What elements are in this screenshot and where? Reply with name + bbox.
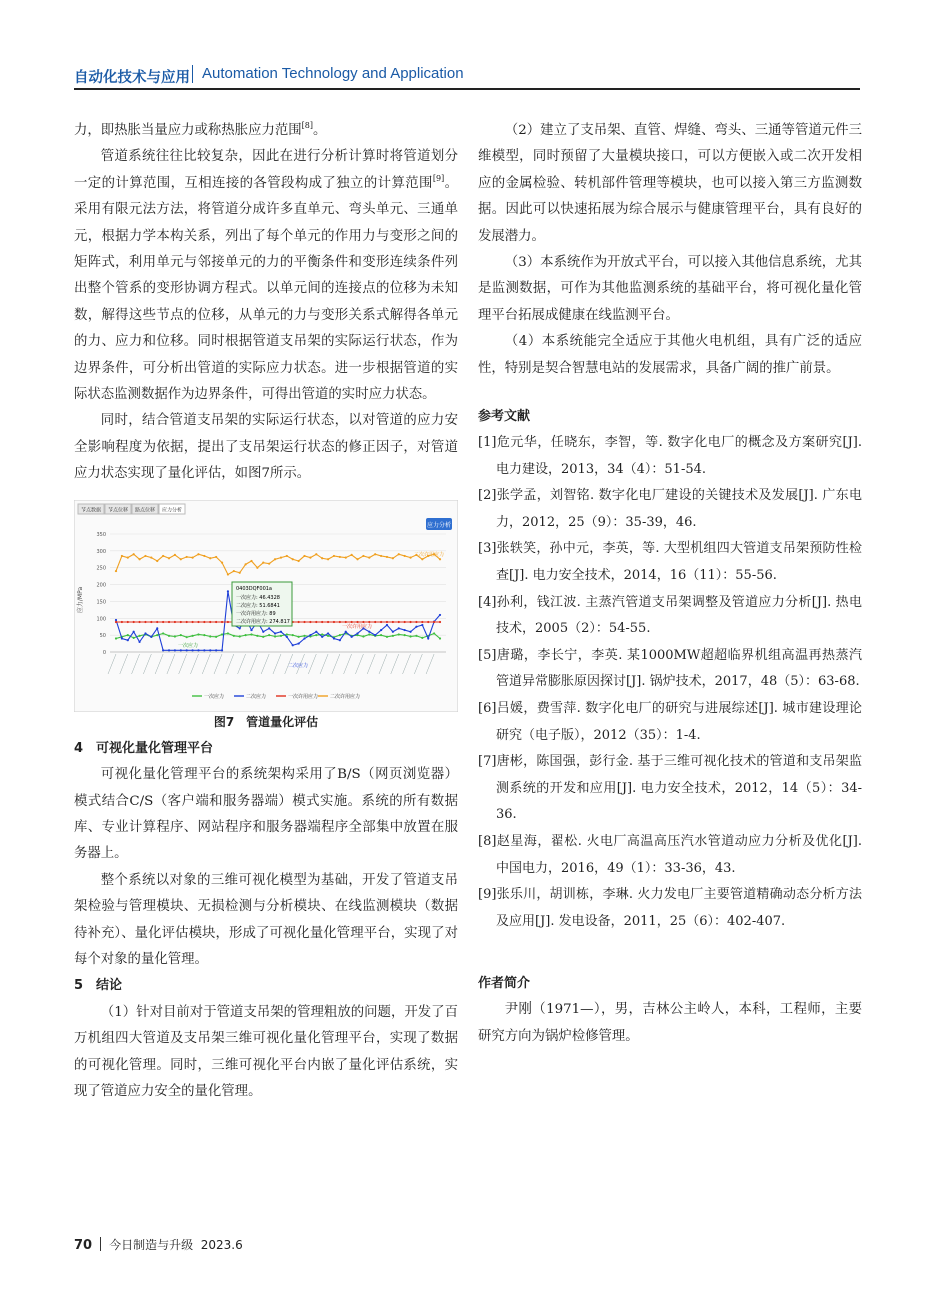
data-point: [115, 619, 117, 621]
data-point: [180, 621, 182, 623]
paragraph: 力，即热胀当量应力或称热胀应力范围[8]。: [74, 121, 327, 138]
data-point: [392, 557, 394, 559]
data-point: [404, 629, 406, 631]
paragraph: （2）建立了支吊架、直管、焊缝、弯头、三通等管道元件三维模型，同时预留了大量模块接口，可以方便嵌入或二次开发相应的金属检验、转机部件管理等模块，也可以接入第三方监测数据。因此可以快速拓展为综合展示与健康管理平台，具有良好的发展潜力。: [478, 123, 862, 244]
analysis-button-label: 应力分析: [426, 521, 452, 529]
data-point: [162, 555, 164, 557]
tooltip-title: 0403DQF001a: [236, 585, 272, 592]
journal-name-en: Automation Technology and Application: [202, 65, 464, 82]
data-point: [303, 555, 305, 557]
data-point: [180, 634, 182, 636]
left-column: [74, 118, 458, 1105]
data-point: [268, 634, 270, 636]
reference: [9]张乐川，胡训栋，李琳. 火力发电厂主要管道精确动态分析方法及应用[J]. 发电设备，2011，25（6）：402-407.: [478, 887, 862, 929]
data-point: [197, 621, 199, 623]
data-point: [180, 558, 182, 560]
data-point: [345, 621, 347, 623]
data-point: [180, 649, 182, 651]
paragraph: 管道系统往往比较复杂，因此在进行分析计算时将管道划分一定的计算范围，互相连接的各管段构成了独立的计算范围[9]。采用有限元法方法，将管道分成许多直单元、弯头单元、三通单元，根据力学本构关系，列出了每个单元的作用力与变形之间的矩阵式，利用单元与邻接单元的力的平衡条件和变形连续条件列出整个管系的变形协调方程式。以单元间的连接点的位移为未知数，解得这些节点的位移，从单元的力与变形关系式解得各单元的力、应力和位移。同时根据管道支吊架的实际运行状态，作为边界条件，可分析出管道的实际应力状态。进一步根据管道的实际状态监测数据作为边界条件，可得出管道的实时应力状态。: [74, 149, 459, 403]
data-point: [239, 635, 241, 637]
data-point: [404, 621, 406, 623]
data-point: [339, 556, 341, 558]
data-point: [138, 634, 140, 636]
data-point: [303, 621, 305, 623]
data-point: [327, 634, 329, 636]
data-point: [368, 630, 370, 632]
data-point: [345, 630, 347, 632]
data-point: [321, 557, 323, 559]
data-point: [339, 639, 341, 641]
y-tick-label: 150: [96, 599, 106, 606]
data-point: [321, 633, 323, 635]
footer-journal: 今日制造与升级: [109, 1238, 194, 1252]
data-point: [292, 644, 294, 646]
data-point: [398, 633, 400, 635]
data-point: [351, 553, 353, 555]
legend-label: 一次许用应力: [288, 693, 319, 700]
data-point: [239, 571, 241, 573]
chart-tabs: [78, 504, 185, 514]
reference: [2]张学孟，刘智铭. 数字化电厂建设的关键技术及发展[J]. 广东电力，2012，25（9）：35-39，46.: [478, 488, 862, 530]
tooltip-row: 二次应力: 51.6841: [236, 602, 280, 609]
data-point: [439, 614, 441, 616]
data-point: [398, 621, 400, 623]
data-point: [256, 566, 258, 568]
data-point: [127, 634, 129, 636]
data-point: [409, 630, 411, 632]
series-label: 二次应力: [288, 662, 309, 669]
data-point: [415, 621, 417, 623]
data-point: [339, 634, 341, 636]
y-tick-label: 100: [96, 615, 106, 622]
data-point: [215, 635, 217, 637]
data-point: [303, 634, 305, 636]
data-point: [415, 634, 417, 636]
data-point: [197, 649, 199, 651]
data-point: [315, 630, 317, 632]
series-label: 一次许用应力: [342, 623, 373, 630]
chart-tab-label: 应力分析: [161, 507, 183, 514]
header-rule: [74, 88, 860, 90]
data-point: [321, 635, 323, 637]
data-point: [209, 557, 211, 559]
data-point: [203, 634, 205, 636]
data-point: [191, 649, 193, 651]
data-point: [203, 555, 205, 557]
data-point: [268, 562, 270, 564]
data-point: [221, 633, 223, 635]
data-point: [380, 634, 382, 636]
y-tick-label: 0: [102, 649, 106, 656]
data-point: [168, 649, 170, 651]
data-point: [186, 621, 188, 623]
data-point: [156, 560, 158, 562]
data-point: [327, 558, 329, 560]
data-point: [286, 633, 288, 635]
tooltip-row: 二次许用应力: 274.817: [236, 618, 290, 625]
data-point: [421, 624, 423, 626]
data-point: [439, 621, 441, 623]
data-point: [227, 590, 229, 592]
data-point: [303, 637, 305, 639]
paragraph: （3）本系统作为开放式平台，可以接入其他信息系统，尤其是监测数据，可作为其他监测系统的基础平台，将可视化量化管理平台拓展成健康在线监测平台。: [478, 255, 862, 323]
data-point: [398, 553, 400, 555]
data-point: [144, 621, 146, 623]
data-point: [292, 634, 294, 636]
data-point: [362, 621, 364, 623]
data-point: [380, 621, 382, 623]
data-point: [156, 627, 158, 629]
data-point: [115, 637, 117, 639]
data-point: [415, 625, 417, 627]
data-point: [209, 649, 211, 651]
data-point: [345, 556, 347, 558]
figure-7: [74, 500, 458, 712]
data-point: [121, 637, 123, 639]
data-point: [374, 553, 376, 555]
y-tick-label: 250: [96, 565, 106, 572]
paragraph: 同时，结合管道支吊架的实际运行状态，以对管道的应力安全影响程度为依据，提出了支吊架运行状态的修正因子，对管道应力状态实现了量化评估，如图7所示。: [74, 413, 458, 482]
data-point: [327, 621, 329, 623]
data-point: [421, 558, 423, 560]
page-number: 70: [74, 1238, 93, 1253]
reference: [3]张轶笑，孙中元，李英，等. 大型机组四大管道支吊架预防性检查[J]. 电力安全技术，2014，16（11）：55-56.: [478, 541, 862, 584]
data-point: [127, 556, 129, 558]
data-point: [138, 558, 140, 560]
data-point: [133, 553, 135, 555]
data-point: [386, 621, 388, 623]
data-point: [250, 633, 252, 635]
data-point: [298, 635, 300, 637]
data-point: [115, 570, 117, 572]
chart-tab-label: 节点数据: [80, 507, 102, 514]
paragraph: （4）本系统能完全适应于其他火电机组，具有广泛的适应性，特别是契合智慧电站的发展需求，具备广阔的推广前景。: [478, 334, 862, 376]
legend-label: 二次应力: [246, 693, 267, 700]
data-point: [250, 629, 252, 631]
data-point: [150, 556, 152, 558]
y-tick-label: 300: [96, 548, 106, 555]
data-point: [174, 649, 176, 651]
data-point: [209, 621, 211, 623]
running-header: [74, 62, 860, 90]
data-point: [421, 621, 423, 623]
paragraph: （1）针对目前对于管道支吊架的管理粗放的问题，开发了百万机组四大管道及支吊架三维可视化量化管理平台，实现了数据的可视化管理。同时，三维可视化平台内嵌了量化评估系统，实现了管道应力安全的量化管理。: [74, 1004, 458, 1099]
chart-tooltip: [232, 582, 292, 626]
citation: [9]: [432, 173, 445, 183]
data-point: [133, 636, 135, 638]
data-point: [233, 634, 235, 636]
y-axis-label: 应力/MPa: [77, 586, 84, 613]
data-point: [227, 632, 229, 634]
data-point: [221, 561, 223, 563]
data-point: [286, 635, 288, 637]
data-point: [368, 556, 370, 558]
reference: [8]赵星海，翟松. 火电厂高温高压汽水管道动应力分析及优化[J]. 中国电力，2016，49（1）：33-36，43.: [478, 833, 862, 876]
data-point: [262, 630, 264, 632]
data-point: [168, 557, 170, 559]
data-point: [250, 560, 252, 562]
data-point: [186, 556, 188, 558]
paragraph: 可视化量化管理平台的系统架构采用了B/S（网页浏览器）模式结合C/S（客户端和服务器端）模式实施。系统的所有数据库、专业计算程序、网站程序和服务器端程序全部集中放置在服务器上。: [74, 767, 458, 862]
data-point: [427, 621, 429, 623]
data-point: [156, 634, 158, 636]
data-point: [144, 632, 146, 634]
reference: [1]危元华，任晓东，李智，等. 数字化电厂的概念及方案研究[J]. 电力建设，2013，34（4）：51-54.: [478, 435, 862, 477]
data-point: [380, 629, 382, 631]
series-label: 一次应力: [178, 642, 199, 649]
data-point: [315, 553, 317, 555]
data-point: [280, 556, 282, 558]
data-point: [127, 621, 129, 623]
y-tick-label: 50: [99, 632, 106, 639]
data-point: [209, 635, 211, 637]
data-point: [421, 636, 423, 638]
data-point: [298, 642, 300, 644]
data-point: [309, 556, 311, 558]
data-point: [150, 635, 152, 637]
data-point: [404, 555, 406, 557]
data-point: [274, 635, 276, 637]
data-point: [280, 630, 282, 632]
data-point: [362, 555, 364, 557]
data-point: [433, 632, 435, 634]
data-point: [386, 624, 388, 626]
data-point: [409, 556, 411, 558]
data-point: [374, 634, 376, 636]
data-point: [298, 621, 300, 623]
reference: [6]吕媛，费雪萍. 数字化电厂的研究与进展综述[J]. 城市建设理论研究（电子版），2012（35）：1-4.: [478, 701, 862, 743]
reference: [5]唐璐，李长宁，李英. 某1000MW超超临界机组高温再热蒸汽管道异常膨胀原因探讨[J]. 锅炉技术，2017，48（5）：63-68.: [478, 647, 862, 690]
footer-separator: [100, 1237, 101, 1251]
data-point: [121, 555, 123, 557]
data-point: [138, 621, 140, 623]
data-point: [138, 640, 140, 642]
data-point: [133, 630, 135, 632]
data-point: [221, 649, 223, 651]
data-point: [298, 560, 300, 562]
data-point: [351, 635, 353, 637]
data-point: [309, 634, 311, 636]
page-footer: [74, 1236, 243, 1253]
chart-tab-label: 节点位移: [107, 507, 129, 514]
data-point: [380, 555, 382, 557]
data-point: [215, 649, 217, 651]
data-point: [197, 633, 199, 635]
data-point: [174, 635, 176, 637]
author-title: 作者简介: [478, 976, 531, 992]
data-point: [333, 555, 335, 557]
data-point: [133, 621, 135, 623]
data-point: [392, 621, 394, 623]
data-point: [404, 634, 406, 636]
data-point: [168, 634, 170, 636]
stress-chart: [74, 500, 458, 712]
series-label: 二次许用应力: [414, 551, 445, 558]
data-point: [439, 558, 441, 560]
data-point: [427, 637, 429, 639]
data-point: [227, 621, 229, 623]
data-point: [280, 634, 282, 636]
data-point: [315, 621, 317, 623]
data-point: [333, 621, 335, 623]
data-point: [262, 561, 264, 563]
references-title: 参考文献: [478, 409, 531, 425]
data-point: [362, 635, 364, 637]
data-point: [339, 621, 341, 623]
data-point: [162, 621, 164, 623]
data-point: [233, 570, 235, 572]
data-point: [368, 621, 370, 623]
data-point: [409, 635, 411, 637]
data-point: [433, 621, 435, 623]
data-point: [274, 632, 276, 634]
data-point: [215, 621, 217, 623]
figure-caption: 图7 管道量化评估: [213, 714, 319, 729]
data-point: [127, 639, 129, 641]
data-point: [327, 632, 329, 634]
section-4-title: 4 可视化量化管理平台: [74, 740, 214, 756]
data-point: [162, 649, 164, 651]
header-separator: [192, 65, 193, 83]
chart-tab-label: 路点位移: [134, 507, 156, 514]
data-point: [374, 621, 376, 623]
data-point: [292, 558, 294, 560]
data-point: [274, 558, 276, 560]
legend-label: 一次应力: [204, 693, 225, 700]
data-point: [227, 573, 229, 575]
data-point: [186, 649, 188, 651]
data-point: [356, 632, 358, 634]
data-point: [356, 621, 358, 623]
data-point: [121, 621, 123, 623]
data-point: [351, 621, 353, 623]
tooltip-row: 一次应力: 46.4328: [236, 594, 280, 601]
data-point: [162, 632, 164, 634]
data-point: [309, 621, 311, 623]
data-point: [315, 634, 317, 636]
data-point: [368, 633, 370, 635]
data-point: [203, 649, 205, 651]
data-point: [203, 621, 205, 623]
data-point: [321, 621, 323, 623]
data-point: [197, 553, 199, 555]
paragraph: 整个系统以对象的三维可视化模型为基础，开发了管道支吊架检验与管理模块、无损检测与分析模块、在线监测模块（数据待补充）、量化评估模块，形成了可视化量化管理平台，实现了对每个对象的量化管理。: [74, 872, 458, 967]
data-point: [256, 634, 258, 636]
data-point: [239, 627, 241, 629]
data-point: [392, 634, 394, 636]
data-point: [398, 627, 400, 629]
data-point: [144, 555, 146, 557]
data-point: [191, 621, 193, 623]
tooltip-row: 一次许用应力: 89: [236, 610, 276, 617]
data-point: [168, 621, 170, 623]
reference: [7]唐彬，陈国强，彭行金. 基于三维可视化技术的管道和支吊架监测系统的开发和应用[J]. 电力安全技术，2012，14（5）：34-36.: [478, 754, 862, 823]
data-point: [156, 621, 158, 623]
data-point: [215, 556, 217, 558]
author-bio: 尹刚（1971—），男，吉林公主岭人，本科，工程师，主要研究方向为锅炉检修管理。: [478, 1002, 862, 1044]
reference: [4]孙利，钱江波. 主蒸汽管道支吊架调整及管道应力分析[J]. 热电技术，2005（2）：54-55.: [478, 594, 862, 637]
data-point: [191, 556, 193, 558]
data-point: [386, 556, 388, 558]
data-point: [409, 621, 411, 623]
legend-label: 二次许用应力: [330, 693, 361, 700]
journal-name-cn: 自动化技术与应用: [74, 70, 190, 86]
citation: [8]: [301, 121, 313, 130]
data-point: [191, 634, 193, 636]
data-point: [356, 558, 358, 560]
data-point: [245, 563, 247, 565]
data-point: [439, 637, 441, 639]
y-tick-label: 200: [96, 582, 106, 589]
data-point: [268, 627, 270, 629]
data-point: [262, 635, 264, 637]
data-point: [186, 636, 188, 638]
data-point: [392, 630, 394, 632]
right-column: [478, 118, 862, 1050]
data-point: [386, 635, 388, 637]
data-point: [286, 555, 288, 557]
y-tick-label: 350: [96, 531, 106, 538]
data-point: [245, 634, 247, 636]
data-point: [150, 621, 152, 623]
section-5-title: 5 结论: [74, 978, 123, 994]
footer-issue: 2023.6: [200, 1238, 243, 1252]
data-point: [333, 637, 335, 639]
data-point: [174, 553, 176, 555]
data-point: [115, 621, 117, 623]
data-point: [221, 621, 223, 623]
data-point: [174, 621, 176, 623]
